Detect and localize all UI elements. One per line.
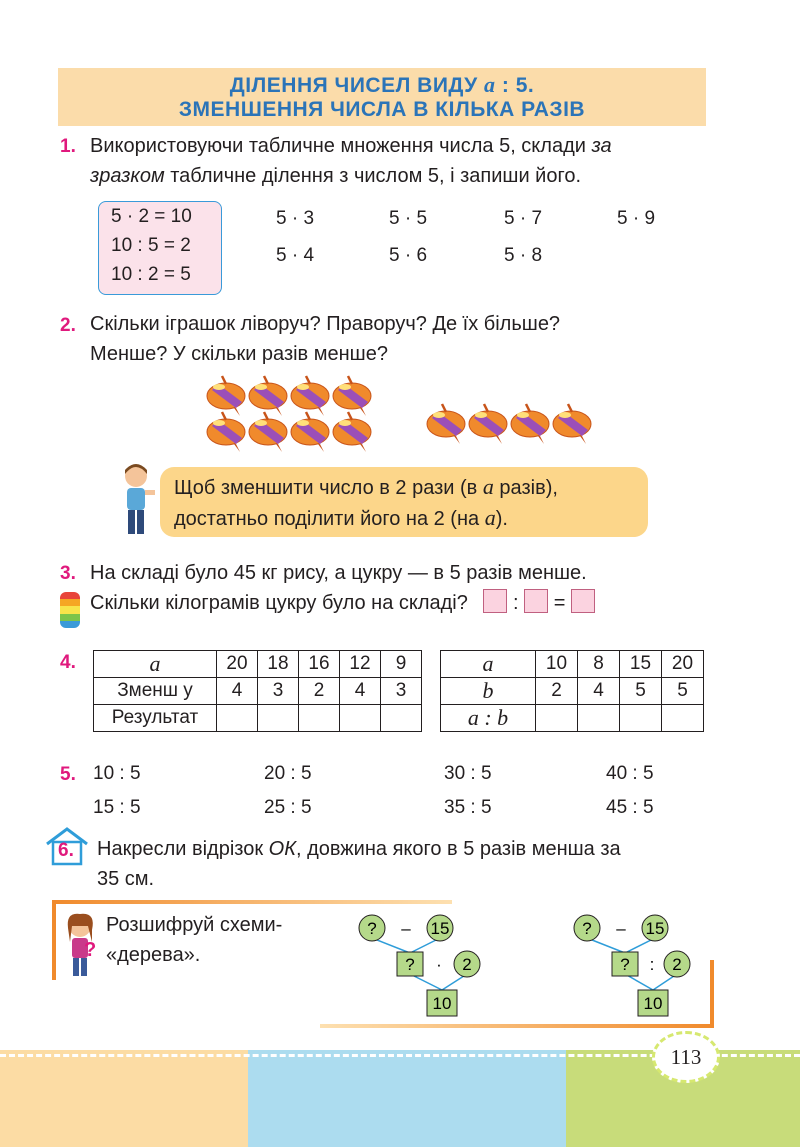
table-row: Результат xyxy=(94,705,422,732)
tree-diagram-1 xyxy=(355,912,485,1022)
sample-box xyxy=(98,201,222,295)
task-6-text: Накресли відрізок ОК, довжина якого в 5 разів менша за 35 см. xyxy=(97,838,621,890)
expr: 10 : 5 xyxy=(93,763,141,784)
expr: 5 · 4 xyxy=(276,245,315,266)
task-7-text: Розшифруй схеми- «дерева». xyxy=(106,914,283,966)
expr: 5 · 3 xyxy=(276,208,315,229)
left-toys xyxy=(207,376,371,452)
tree-node: ? xyxy=(405,955,415,974)
title-banner xyxy=(58,68,706,126)
task-6-number: 6. xyxy=(58,840,74,861)
tree-node: ? xyxy=(582,919,592,938)
toys-illustration xyxy=(200,372,610,458)
section-rule xyxy=(52,900,452,904)
rainbow-icon xyxy=(60,592,80,628)
tree-node: 15 xyxy=(430,919,450,938)
expr: 5 · 6 xyxy=(389,245,428,266)
tree-node: 15 xyxy=(645,919,665,938)
task-1-text: Використовуючи табличне множення числа 5, склади за зразком табличне ділення з числом 5, і запиши його. xyxy=(90,135,612,187)
expr: 5 · 7 xyxy=(504,208,543,229)
expr: 15 : 5 xyxy=(93,797,141,818)
section-rule xyxy=(52,900,56,980)
expr: 5 · 5 xyxy=(389,208,428,229)
expr: 5 · 9 xyxy=(617,208,656,229)
task-5-number: 5. xyxy=(60,764,76,785)
expr: 25 : 5 xyxy=(264,797,312,818)
task-2-text: Скільки іграшок ліворуч? Праворуч? Де їх більше? Менше? У скільки разів менше? xyxy=(90,313,561,365)
task-3-number: 3. xyxy=(60,563,76,584)
tree-node: 2 xyxy=(672,955,682,974)
page-number-badge xyxy=(652,1031,720,1083)
tree-diagram-2 xyxy=(570,912,700,1022)
title-line-2: ЗМЕНШЕННЯ ЧИСЛА В КІЛЬКА РАЗІВ xyxy=(178,98,586,121)
expr: 45 : 5 xyxy=(606,797,654,818)
expr: 5 · 8 xyxy=(504,245,543,266)
sample-line: 10 : 5 = 2 xyxy=(111,235,191,256)
table-row: a 20 18 16 12 9 xyxy=(94,651,422,678)
section-rule xyxy=(320,1024,714,1028)
expr: 35 : 5 xyxy=(444,797,492,818)
expr: 30 : 5 xyxy=(444,763,492,784)
answer-box[interactable] xyxy=(483,589,507,613)
tree-node: ? xyxy=(367,919,377,938)
rule-bubble: Щоб зменшити число в 2 рази (в a разів), достатньо поділити його на 2 (на a). xyxy=(160,467,648,537)
table-row: a : b xyxy=(441,705,704,732)
answer-box[interactable] xyxy=(571,589,595,613)
task-1-number: 1. xyxy=(60,136,76,157)
section-rule xyxy=(710,960,714,1028)
footer-band-left xyxy=(0,1050,248,1147)
table-2 xyxy=(440,650,704,732)
girl-illustration xyxy=(62,912,100,980)
expr: 40 : 5 xyxy=(606,763,654,784)
tree-node: 10 xyxy=(432,994,452,1013)
tree-op: : xyxy=(649,955,655,974)
right-toys xyxy=(427,404,591,444)
tree-op: · xyxy=(436,955,442,974)
table-row: b 2 4 5 5 xyxy=(441,678,704,705)
tree-node: 10 xyxy=(643,994,663,1013)
tree-op: – xyxy=(401,919,411,938)
title-line-1: ДІЛЕННЯ ЧИСЕЛ ВИДУ a : 5. xyxy=(229,72,535,97)
task-2-number: 2. xyxy=(60,315,76,336)
page-number: 113 xyxy=(670,1045,702,1069)
sample-line: 5 · 2 = 10 xyxy=(111,206,192,227)
sample-line: 10 : 2 = 5 xyxy=(111,264,191,285)
table-row: Зменш у 4 3 2 4 3 xyxy=(94,678,422,705)
boy-illustration xyxy=(112,462,160,540)
table-1 xyxy=(93,650,422,732)
task-3-text: На складі було 45 кг рису, а цукру — в 5 разів менше. Скільки кілограмів цукру було на складі? : = xyxy=(90,558,730,618)
tree-node: ? xyxy=(620,955,630,974)
expr: 20 : 5 xyxy=(264,763,312,784)
svg-text:?: ? xyxy=(84,939,97,961)
answer-box[interactable] xyxy=(524,589,548,613)
table-row: a 10 8 15 20 xyxy=(441,651,704,678)
tree-node: 2 xyxy=(462,955,472,974)
task-4-number: 4. xyxy=(60,652,76,673)
tree-op: – xyxy=(616,919,626,938)
footer-band-middle xyxy=(248,1050,566,1147)
